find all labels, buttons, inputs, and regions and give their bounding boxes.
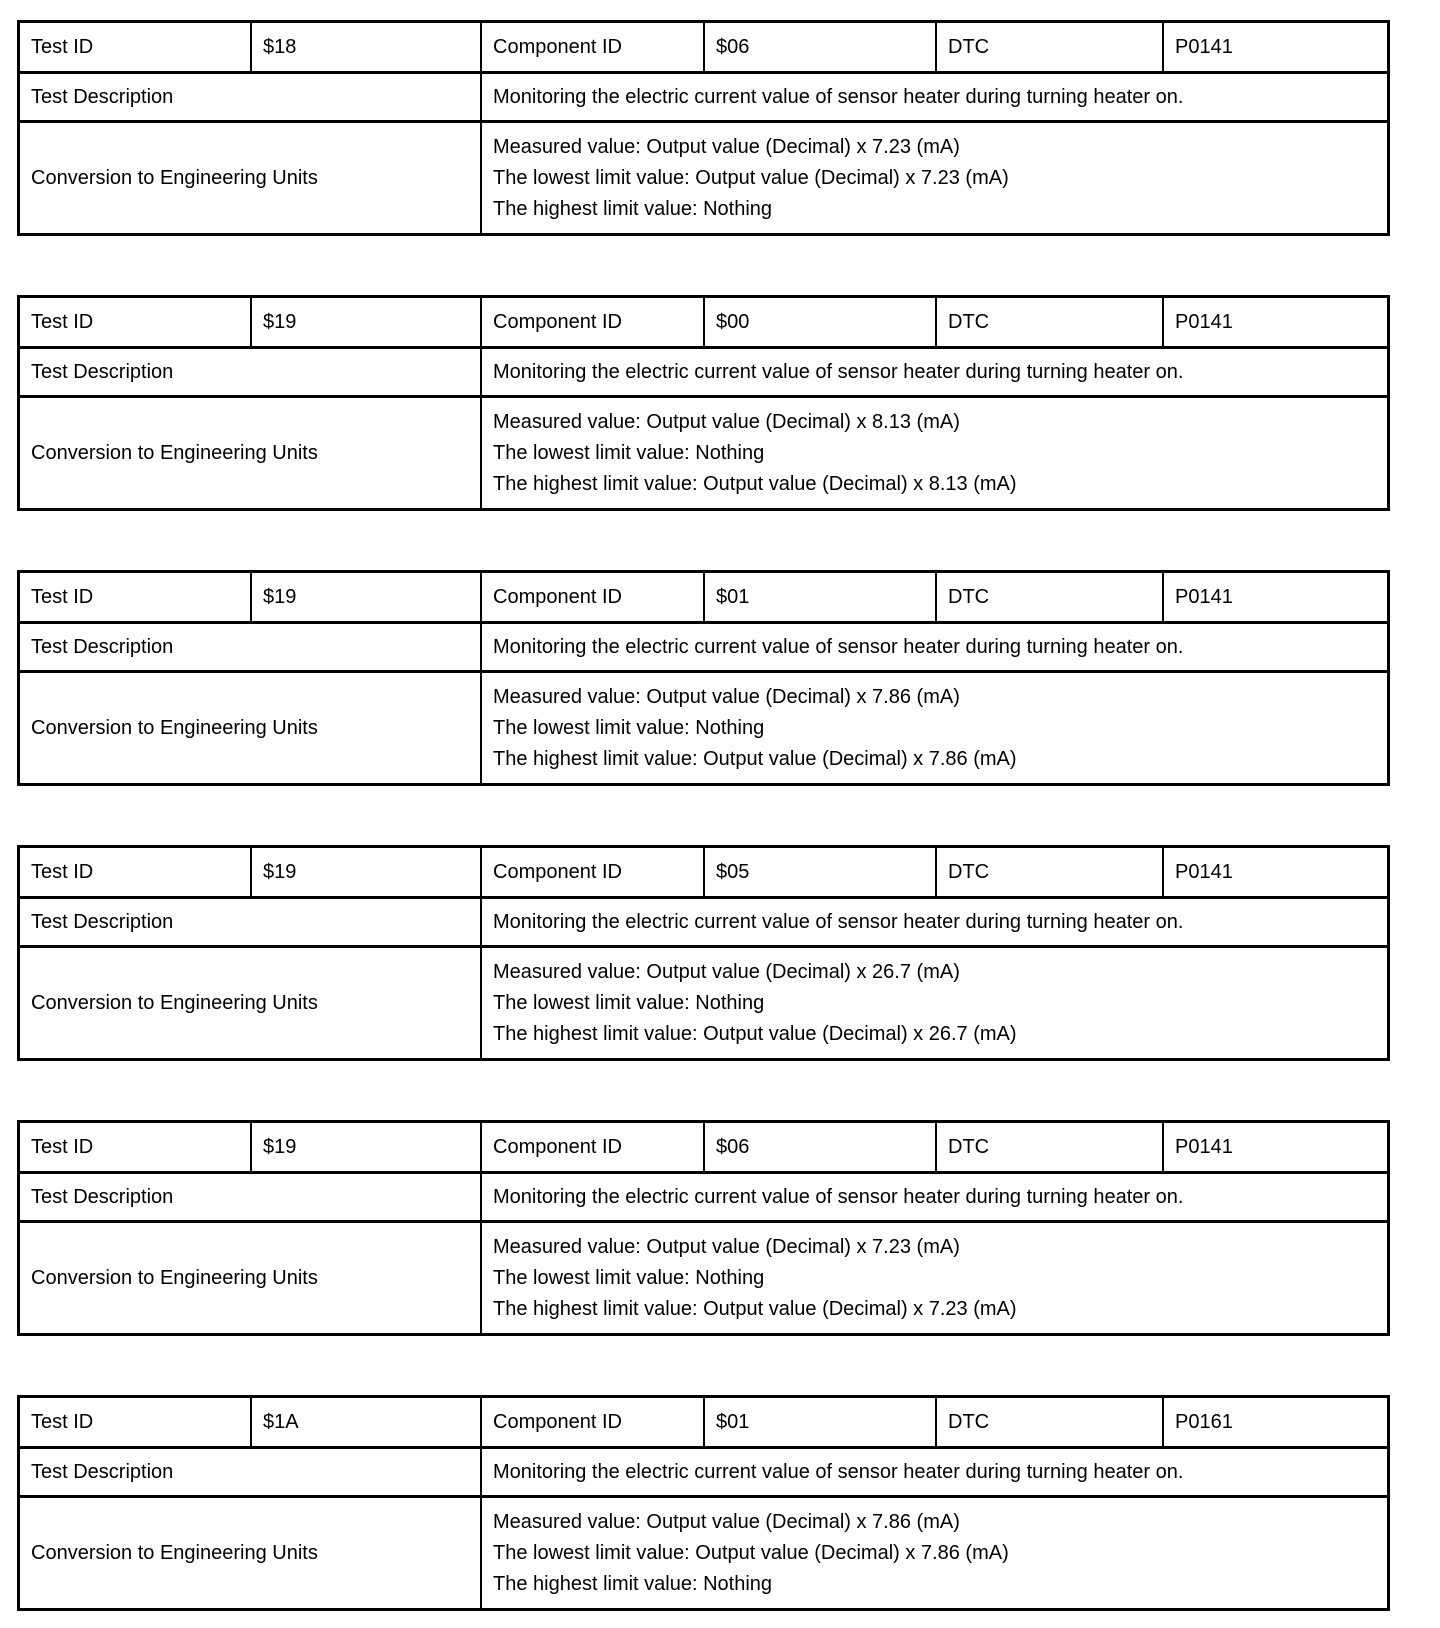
conversion-value bbox=[480, 1223, 1387, 1333]
measured-value-line: Measured value: Output value (Decimal) x 7.23 (mA) bbox=[493, 1235, 960, 1258]
component-id-label: Component ID bbox=[480, 23, 703, 71]
conversion-row bbox=[20, 395, 1387, 508]
measured-value-line: Measured value: Output value (Decimal) x 7.23 (mA) bbox=[493, 135, 960, 158]
test-table-4 bbox=[17, 845, 1390, 1061]
test-description-value: Monitoring the electric current value of sensor heater during turning heater on. bbox=[480, 1174, 1387, 1220]
id-row bbox=[20, 298, 1387, 346]
test-description-value: Monitoring the electric current value of sensor heater during turning heater on. bbox=[480, 624, 1387, 670]
conversion-value bbox=[480, 948, 1387, 1058]
dtc-label: DTC bbox=[935, 848, 1162, 896]
conversion-row bbox=[20, 670, 1387, 783]
conversion-row bbox=[20, 1220, 1387, 1333]
measured-value-line: Measured value: Output value (Decimal) x 7.86 (mA) bbox=[493, 685, 960, 708]
test-id-label: Test ID bbox=[31, 586, 94, 608]
test-description-value: Monitoring the electric current value of sensor heater during turning heater on. bbox=[480, 899, 1387, 945]
description-row bbox=[20, 896, 1387, 945]
dtc-value: P0141 bbox=[1162, 573, 1387, 621]
test-id-value: $19 bbox=[250, 573, 480, 621]
component-id-value: $01 bbox=[703, 573, 935, 621]
test-description-value: Monitoring the electric current value of sensor heater during turning heater on. bbox=[480, 74, 1387, 120]
conversion-value bbox=[480, 398, 1387, 508]
test-description-label: Test Description bbox=[31, 1186, 174, 1208]
conversion-row bbox=[20, 120, 1387, 233]
dtc-value: P0141 bbox=[1162, 298, 1387, 346]
component-id-label: Component ID bbox=[480, 298, 703, 346]
test-id-label: Test ID bbox=[31, 36, 94, 58]
component-id-value: $00 bbox=[703, 298, 935, 346]
dtc-label: DTC bbox=[935, 298, 1162, 346]
component-id-value: $06 bbox=[703, 1123, 935, 1171]
test-id-label: Test ID bbox=[31, 1136, 94, 1158]
test-id-value: $19 bbox=[250, 1123, 480, 1171]
test-description-label: Test Description bbox=[31, 86, 174, 108]
highest-limit-line: The highest limit value: Nothing bbox=[493, 197, 773, 220]
component-id-value: $05 bbox=[703, 848, 935, 896]
dtc-label: DTC bbox=[935, 23, 1162, 71]
dtc-value: P0141 bbox=[1162, 1123, 1387, 1171]
measured-value-line: Measured value: Output value (Decimal) x 26.7 (mA) bbox=[493, 960, 960, 983]
test-id-label: Test ID bbox=[31, 311, 94, 333]
dtc-label: DTC bbox=[935, 1123, 1162, 1171]
id-row bbox=[20, 848, 1387, 896]
conversion-label: Conversion to Engineering Units bbox=[31, 1542, 318, 1564]
test-id-value: $19 bbox=[250, 298, 480, 346]
test-id-value: $18 bbox=[250, 23, 480, 71]
test-description-value: Monitoring the electric current value of sensor heater during turning heater on. bbox=[480, 349, 1387, 395]
dtc-value: P0161 bbox=[1162, 1398, 1387, 1446]
conversion-label: Conversion to Engineering Units bbox=[31, 442, 318, 464]
highest-limit-line: The highest limit value: Output value (Decimal) x 7.23 (mA) bbox=[493, 1297, 1017, 1320]
test-table-5 bbox=[17, 1120, 1390, 1336]
test-table-2 bbox=[17, 295, 1390, 511]
id-row bbox=[20, 23, 1387, 71]
id-row bbox=[20, 1398, 1387, 1446]
lowest-limit-line: The lowest limit value: Nothing bbox=[493, 991, 765, 1014]
conversion-label: Conversion to Engineering Units bbox=[31, 717, 318, 739]
lowest-limit-line: The lowest limit value: Output value (Decimal) x 7.23 (mA) bbox=[493, 166, 1009, 189]
conversion-label: Conversion to Engineering Units bbox=[31, 1267, 318, 1289]
component-id-label: Component ID bbox=[480, 1398, 703, 1446]
component-id-value: $06 bbox=[703, 23, 935, 71]
highest-limit-line: The highest limit value: Output value (Decimal) x 26.7 (mA) bbox=[493, 1022, 1017, 1045]
lowest-limit-line: The lowest limit value: Output value (Decimal) x 7.86 (mA) bbox=[493, 1541, 1009, 1564]
measured-value-line: Measured value: Output value (Decimal) x 7.86 (mA) bbox=[493, 1510, 960, 1533]
test-table-6 bbox=[17, 1395, 1390, 1611]
test-id-value: $1A bbox=[250, 1398, 480, 1446]
conversion-row bbox=[20, 945, 1387, 1058]
lowest-limit-line: The lowest limit value: Nothing bbox=[493, 1266, 765, 1289]
description-row bbox=[20, 1446, 1387, 1495]
highest-limit-line: The highest limit value: Output value (Decimal) x 8.13 (mA) bbox=[493, 472, 1017, 495]
description-row bbox=[20, 1171, 1387, 1220]
id-row bbox=[20, 573, 1387, 621]
conversion-label: Conversion to Engineering Units bbox=[31, 992, 318, 1014]
conversion-row bbox=[20, 1495, 1387, 1608]
test-table-1 bbox=[17, 20, 1390, 236]
component-id-label: Component ID bbox=[480, 573, 703, 621]
test-description-label: Test Description bbox=[31, 911, 174, 933]
test-description-label: Test Description bbox=[31, 361, 174, 383]
test-description-label: Test Description bbox=[31, 636, 174, 658]
highest-limit-line: The highest limit value: Nothing bbox=[493, 1572, 773, 1595]
dtc-label: DTC bbox=[935, 1398, 1162, 1446]
test-id-label: Test ID bbox=[31, 1411, 94, 1433]
component-id-label: Component ID bbox=[480, 1123, 703, 1171]
highest-limit-line: The highest limit value: Output value (Decimal) x 7.86 (mA) bbox=[493, 747, 1017, 770]
conversion-value bbox=[480, 1498, 1387, 1608]
test-table-3 bbox=[17, 570, 1390, 786]
component-id-value: $01 bbox=[703, 1398, 935, 1446]
test-description-label: Test Description bbox=[31, 1461, 174, 1483]
dtc-value: P0141 bbox=[1162, 848, 1387, 896]
measured-value-line: Measured value: Output value (Decimal) x 8.13 (mA) bbox=[493, 410, 960, 433]
test-id-value: $19 bbox=[250, 848, 480, 896]
dtc-value: P0141 bbox=[1162, 23, 1387, 71]
test-id-label: Test ID bbox=[31, 861, 94, 883]
description-row bbox=[20, 621, 1387, 670]
conversion-label: Conversion to Engineering Units bbox=[31, 167, 318, 189]
dtc-label: DTC bbox=[935, 573, 1162, 621]
lowest-limit-line: The lowest limit value: Nothing bbox=[493, 716, 765, 739]
component-id-label: Component ID bbox=[480, 848, 703, 896]
description-row bbox=[20, 71, 1387, 120]
conversion-value bbox=[480, 673, 1387, 783]
lowest-limit-line: The lowest limit value: Nothing bbox=[493, 441, 765, 464]
conversion-value bbox=[480, 123, 1387, 233]
description-row bbox=[20, 346, 1387, 395]
id-row bbox=[20, 1123, 1387, 1171]
test-description-value: Monitoring the electric current value of sensor heater during turning heater on. bbox=[480, 1449, 1387, 1495]
